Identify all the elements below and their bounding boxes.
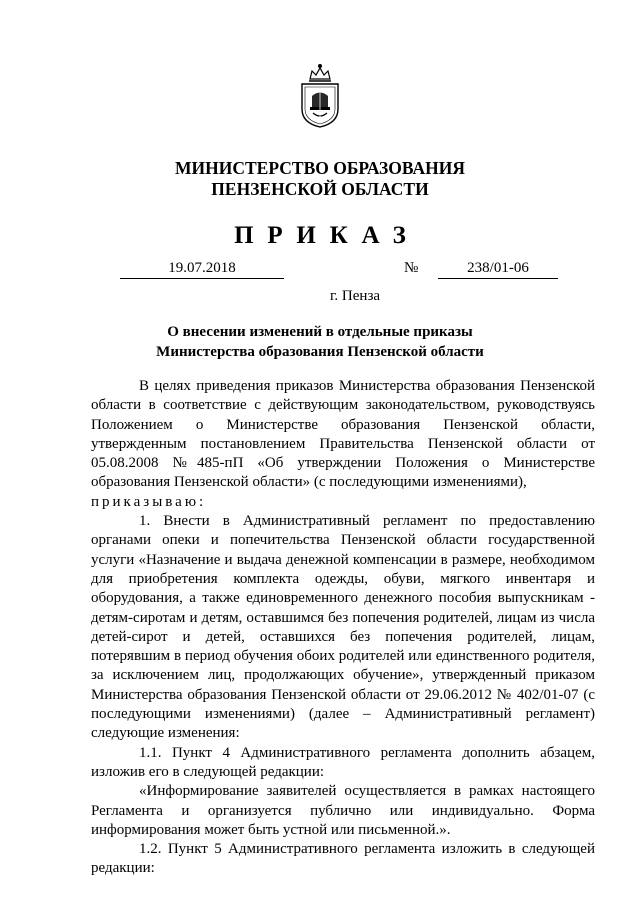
document-body <box>91 377 595 879</box>
order-word: приказываю: <box>91 493 207 510</box>
number-sign: № <box>404 260 419 276</box>
order-subject <box>0 322 640 362</box>
quote-paragraph: «Информирование заявителей осуществляется в рамках настоящего Регламента и организуется публично или индивидуально. Форма информирования может быть устной или письменной.». <box>91 783 595 838</box>
item-1-paragraph: 1. Внести в Административный регламент по предоставлению органами опеки и попечительства Пензенской области государственной услуги «Назначение и выдача денежной компенсации в размере, необходимом для приобретения комплекта одежды, обуви, мягкого инвентаря и оборудования, а также единовременного денежного пособия выпускникам - детям-сиротам и детям, оставшимся без попечения родителей, лицам из числа детей-сирот и детей, оставшихся без попечения родителей, лицам, потерявшим в период обучения обоих родителей или единственного родителя, за исключением лиц, продолжающих обучение», утвержденный приказом Министерства образования Пензенской области от 29.06.2012 № 402/01-07 (с последующими изменениями) (далее – Административный регламент) следующие изменения: <box>91 513 595 742</box>
ministry-name <box>0 158 640 200</box>
ministry-line-2: ПЕНЗЕНСКОЙ ОБЛАСТИ <box>211 179 429 199</box>
subject-line-1: О внесении изменений в отдельные приказы <box>167 324 473 340</box>
coat-of-arms-icon <box>298 63 342 129</box>
document-type-title: ПРИКАЗ <box>234 222 420 249</box>
order-number: 238/01-06 <box>438 260 558 279</box>
order-date: 19.07.2018 <box>120 260 284 279</box>
issue-city: г. Пенза <box>329 288 381 304</box>
preamble-paragraph: В целях приведения приказов Министерства образования Пензенской области в соответствие с действующим законодательством, руководствуясь Положением о Министерстве образования Пензенской области, утвержденным постановлением Правительства Пензенской области от 05.08.2008 №485-пП «Об утверждении Положения о Министерстве образования Пензенской области» (с последующими изменениями), <box>91 378 595 491</box>
item-1-1-paragraph: 1.1. Пункт 4 Административного регламента дополнить абзацем, изложив его в следующей редакции: <box>91 744 595 780</box>
item-1-2-paragraph: 1.2. Пункт 5 Административного регламента изложить в следующей редакции: <box>91 841 595 877</box>
ministry-line-1: МИНИСТЕРСТВО ОБРАЗОВАНИЯ <box>175 158 465 178</box>
subject-line-2: Министерства образования Пензенской области <box>156 344 484 360</box>
